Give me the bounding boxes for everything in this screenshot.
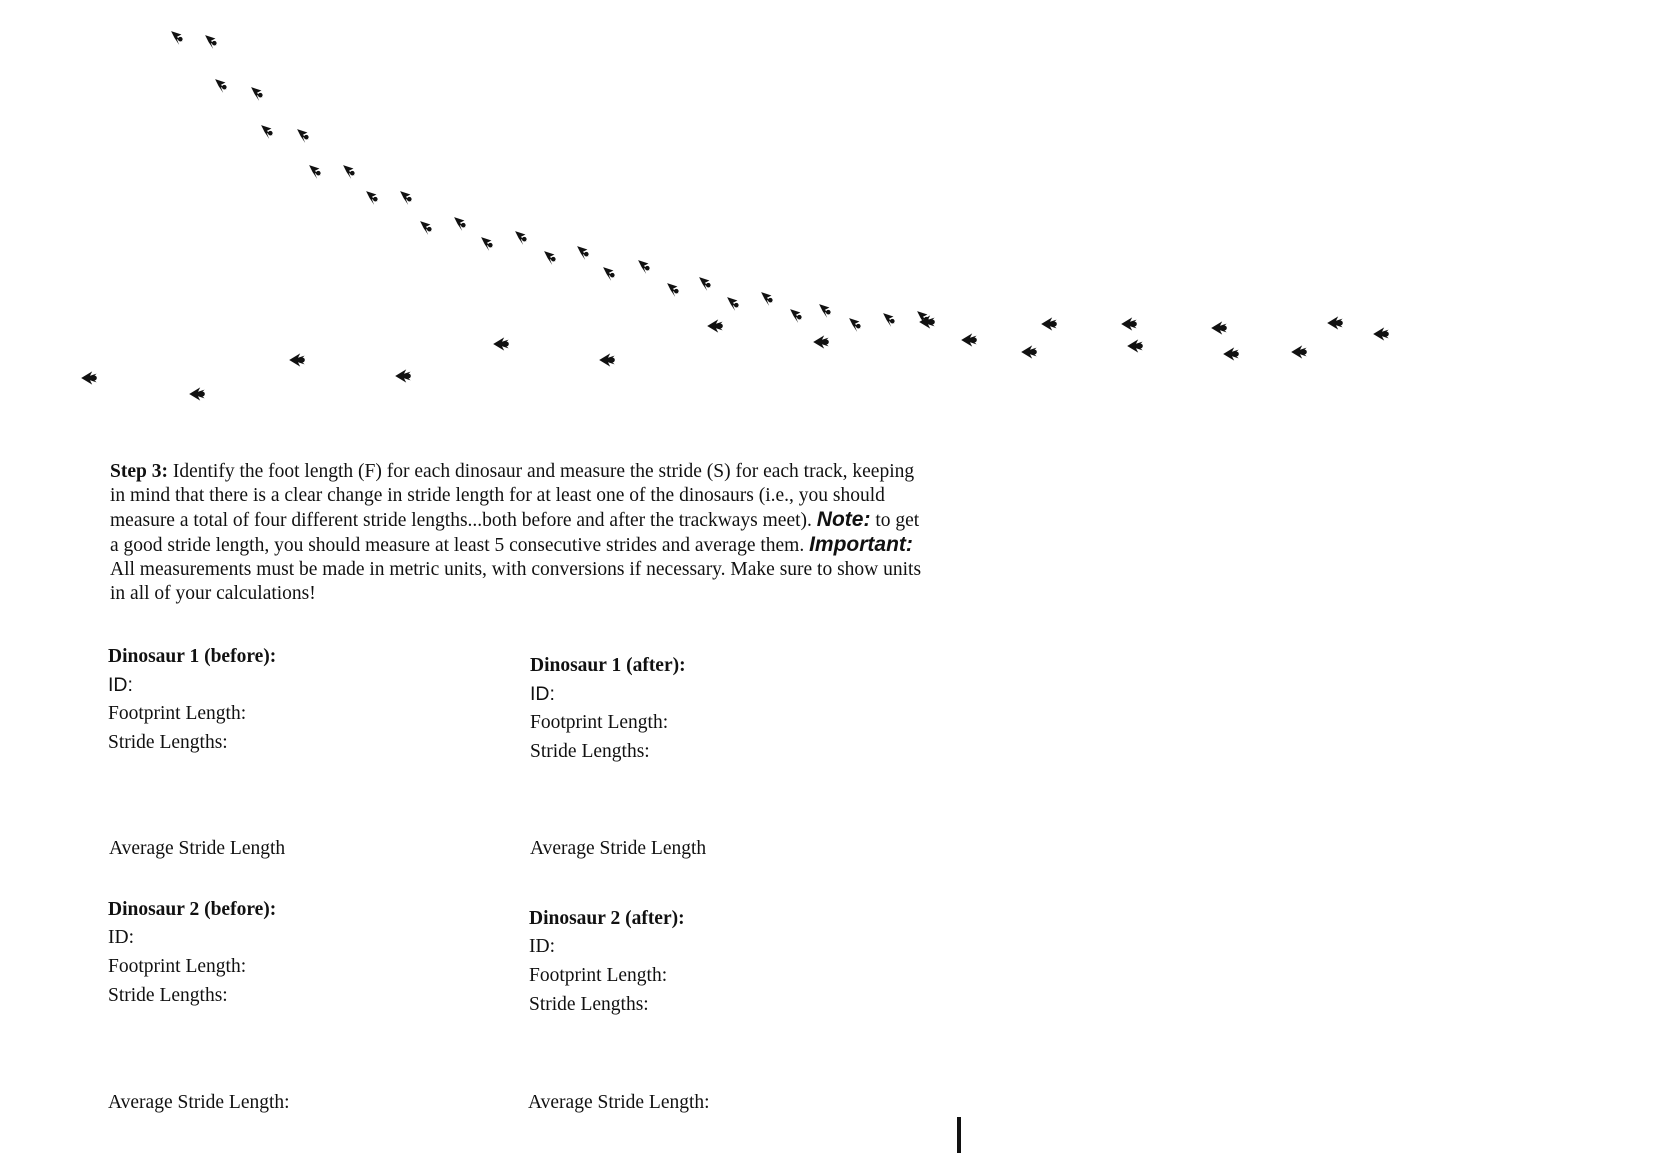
dino1-before-strides: Stride Lengths: — [108, 732, 228, 753]
upper-footprint-24 — [819, 304, 831, 318]
upper-footprint-5 — [261, 125, 273, 139]
upper-footprint-20 — [699, 277, 711, 291]
upper-trackway — [171, 31, 929, 332]
dino2-after-average: Average Stride Length: — [528, 1092, 710, 1113]
lower-footprint-2 — [189, 387, 205, 400]
important-label: Important: — [809, 533, 913, 556]
lower-footprint-3 — [289, 353, 305, 366]
lower-footprint-5 — [493, 337, 509, 350]
important-text: All measurements must be made in metric units, with conversions if necessary. Make sure to show units in all of your calculations! — [110, 559, 922, 604]
upper-footprint-25 — [849, 318, 861, 332]
step-3-instructions — [110, 460, 930, 606]
dino1-before-section — [108, 646, 276, 761]
dino2-before-footprint: Footprint Length: — [108, 956, 247, 977]
dino1-after-id: ID: — [530, 683, 555, 705]
upper-footprint-17 — [603, 267, 615, 281]
lower-footprint-16 — [1223, 347, 1239, 360]
dino1-before-average: Average Stride Length — [109, 838, 286, 859]
dino2-before-section — [108, 899, 276, 1014]
lower-footprint-10 — [961, 333, 977, 346]
dino2-before-strides: Stride Lengths: — [108, 985, 228, 1006]
dino1-after-heading: Dinosaur 1 (after): — [530, 655, 686, 676]
lower-footprint-19 — [1373, 327, 1389, 340]
upper-footprint-22 — [761, 292, 773, 306]
upper-footprint-16 — [577, 246, 589, 260]
lower-footprint-4 — [395, 369, 411, 382]
lower-trackway — [81, 315, 1389, 400]
lower-footprint-14 — [1127, 339, 1143, 352]
upper-footprint-1 — [171, 31, 183, 45]
upper-footprint-19 — [667, 283, 679, 297]
upper-footprint-21 — [727, 297, 739, 311]
upper-footprint-6 — [297, 129, 309, 143]
upper-footprint-10 — [400, 191, 412, 205]
dino2-after-section — [529, 908, 685, 1023]
note-label: Note: — [816, 508, 871, 531]
upper-footprint-2 — [205, 35, 217, 49]
upper-footprint-9 — [366, 191, 378, 205]
upper-footprint-8 — [343, 165, 355, 179]
upper-footprint-3 — [215, 79, 227, 93]
dino2-after-heading: Dinosaur 2 (after): — [529, 908, 685, 929]
dino1-before-heading: Dinosaur 1 (before): — [108, 646, 277, 667]
dino1-after-section — [530, 655, 686, 770]
dino1-before-footprint: Footprint Length: — [108, 703, 247, 724]
dino1-after-footprint: Footprint Length: — [530, 712, 669, 733]
dino1-before-id: ID: — [108, 674, 133, 696]
dino1-after-average: Average Stride Length — [530, 838, 707, 859]
lower-footprint-6 — [599, 353, 615, 366]
dino2-after-strides: Stride Lengths: — [529, 994, 649, 1015]
upper-footprint-11 — [420, 221, 432, 235]
upper-footprint-18 — [638, 260, 650, 274]
lower-footprint-18 — [1327, 316, 1343, 329]
lower-footprint-1 — [81, 371, 97, 384]
upper-footprint-12 — [454, 217, 466, 231]
lower-footprint-11 — [1041, 317, 1057, 330]
step-text: Identify the foot length (F) for each dinosaur and measure the stride (S) for each track, keeping in mind that there is a clear change in stride length for at least one of the dinosaurs (i.e., you should measure a total of four different stride lengths...both before and after the trackways meet). — [110, 461, 915, 531]
upper-footprint-26 — [883, 313, 895, 327]
dino2-before-average: Average Stride Length: — [108, 1092, 290, 1113]
lower-footprint-8 — [813, 335, 829, 348]
upper-footprint-23 — [790, 309, 802, 323]
lower-footprint-13 — [1121, 317, 1137, 330]
lower-footprint-15 — [1211, 321, 1227, 334]
dino2-before-id: ID: — [108, 927, 134, 948]
upper-footprint-4 — [251, 87, 263, 101]
upper-footprint-13 — [481, 237, 493, 251]
lower-footprint-17 — [1291, 345, 1307, 358]
upper-footprint-7 — [309, 165, 321, 179]
upper-footprint-14 — [515, 231, 527, 245]
trackway-figure — [0, 0, 1664, 430]
dino2-after-footprint: Footprint Length: — [529, 965, 668, 986]
lower-footprint-7 — [707, 319, 723, 332]
note-text: to get a good stride length, you should measure at least 5 consecutive strides and average them. — [110, 510, 920, 556]
upper-footprint-15 — [544, 251, 556, 265]
lower-footprint-12 — [1021, 345, 1037, 358]
dino2-before-heading: Dinosaur 2 (before): — [108, 899, 277, 920]
step-label: Step 3: — [110, 461, 168, 482]
dino2-after-id: ID: — [529, 936, 555, 957]
text-cursor — [957, 1117, 961, 1153]
dino1-after-strides: Stride Lengths: — [530, 741, 650, 762]
